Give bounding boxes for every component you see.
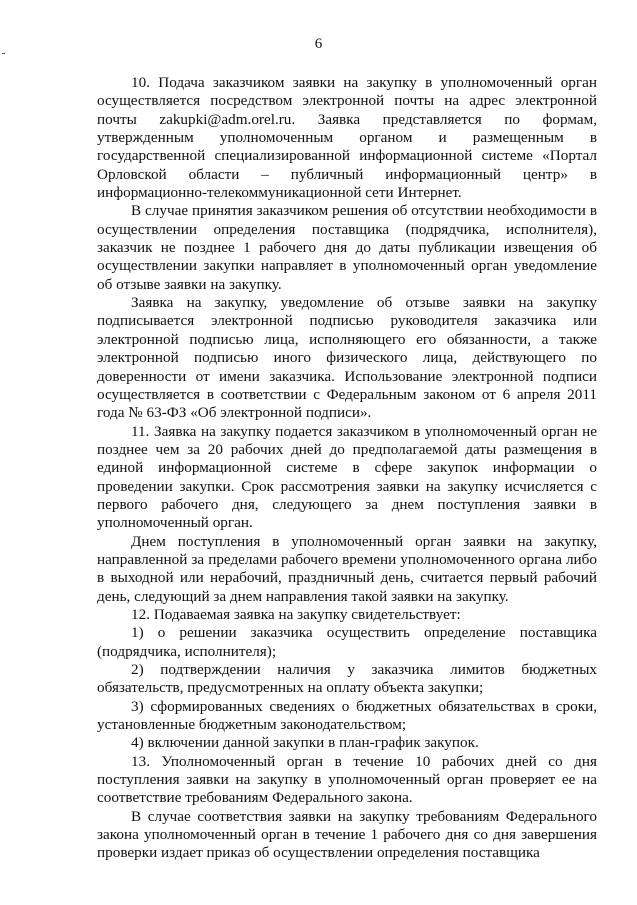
paragraph-11-deadline: 11. Заявка на закупку подается заказчиком в уполномоченный орган не позднее чем за 20 рабочих дней до предполагаемой даты размещения в единой информационной системе в сфере закупок информации о проведении закупки. Срок рассмотрения заявки на закупку исчисляется с первого рабочего дня, следующего за днем поступления заявки в уполномоченный орган. — [97, 422, 597, 532]
list-item-3: 3) сформированных сведениях о бюджетных обязательствах в сроки, установленные бюджетным законодательством; — [97, 697, 597, 734]
paragraph-10-submission: 10. Подача заказчиком заявки на закупку в уполномоченный орган осуществляется посредством электронной почты на адрес электронной почты zakupki@adm.orel.ru. Заявка представляется по формам, утвержденным уполномоченным органом и размещенным в государственной специализированной информационной системе «Портал Орловской области – публичный информационный центр» в информационно-телекоммуникационной сети Интернет. — [97, 74, 597, 202]
list-item-1: 1) о решении заказчика осуществить определение поставщика (подрядчика, исполнителя); — [97, 624, 597, 660]
paragraph-12-heading: 12. Подаваемая заявка на закупку свидетельствует: — [131, 605, 461, 623]
paragraph-receipt-day: Днем поступления в уполномоченный орган заявки на закупку, направленной за пределами рабочего времени уполномоченного органа либо в выходной или нерабочий, праздничный день, считается первый рабочий день, следующий за днем направления такой заявки на закупку. — [97, 532, 597, 605]
document-body — [97, 74, 597, 863]
paragraph-electronic-signature: Заявка на закупку, уведомление об отзыве заявки на закупку подписывается электронной подписью руководителя заказчика или электронной подписью лица, исполняющего его обязанности, а также электронной подписью иного физического лица, действующего по доверенности от имени заказчика. Использование электронной подписи осуществляется в соответствии с Федеральным законом от 6 апреля 2011 года № 63-ФЗ «Об электронной подписи». — [97, 294, 597, 422]
paragraph-13-review: 13. Уполномоченный орган в течение 10 рабочих дней со дня поступления заявки на закупку в уполномоченный орган проверяет ее на соответствие требованиям Федерального закона. — [97, 752, 597, 807]
list-item-4: 4) включении данной закупки в план-график закупок. — [131, 734, 479, 752]
paragraph-compliance-order: В случае соответствия заявки на закупку требованиям Федерального закона уполномоченный орган в течение 1 рабочего дня со дня завершения проверки издает приказ об осуществлении определения поставщика — [97, 807, 597, 862]
list-item-2: 2) подтверждении наличия у заказчика лимитов бюджетных обязательств, предусмотренных на оплату объекта закупки; — [97, 661, 597, 697]
page-number: 6 — [314, 36, 323, 52]
paragraph-withdrawal-notice: В случае принятия заказчиком решения об отсутствии необходимости в осуществлении определения поставщика (подрядчика, исполнителя), заказчик не позднее 1 рабочего дня до даты публикации извещения об осуществлении закупки направляет в уполномоченный орган уведомление об отзыве заявки на закупку. — [97, 202, 597, 293]
scan-edge-mark — [2, 53, 5, 54]
